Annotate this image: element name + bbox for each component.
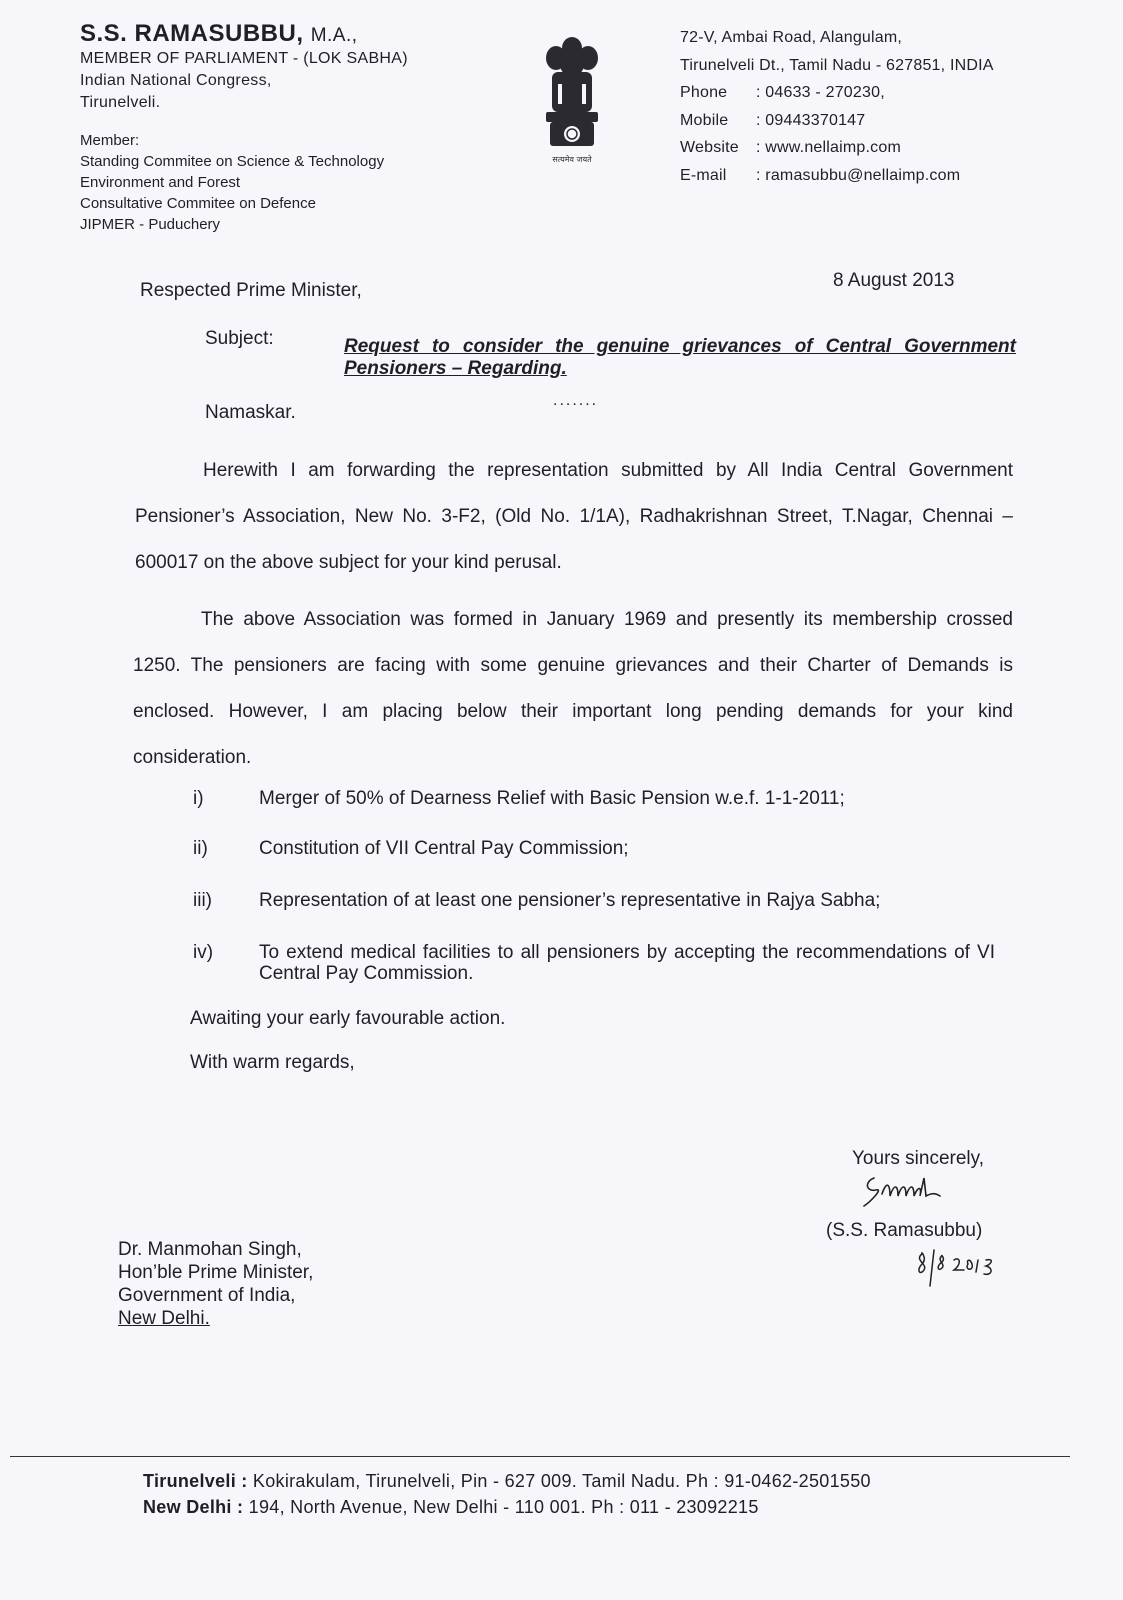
contact-value: : 09443370147 xyxy=(756,111,866,129)
address-line: Tirunelveli Dt., Tamil Nadu - 627851, INDIA xyxy=(680,56,994,74)
mp-degree: M.A., xyxy=(310,25,358,46)
footer-addresses xyxy=(143,1468,871,1520)
salutation: Respected Prime Minister, xyxy=(140,280,362,301)
contact-value: : www.nellaimp.com xyxy=(756,139,901,156)
demand-number: iv) xyxy=(193,942,214,963)
separator-dots: ....... xyxy=(553,392,599,409)
contact-label: E-mail xyxy=(680,166,727,184)
footer-line-new-delhi xyxy=(143,1494,871,1520)
committee-item: Environment and Forest xyxy=(80,174,241,191)
demand-text: To extend medical facilities to all pensioners by accepting the recommendations of VI Central Pay Commission. xyxy=(259,942,995,984)
letter-date: 8 August 2013 xyxy=(833,270,955,291)
greeting: Namaskar. xyxy=(205,402,296,423)
contact-phone xyxy=(680,79,1100,107)
state-emblem-icon xyxy=(532,28,612,168)
committee-item: Consultative Commitee on Defence xyxy=(80,195,316,212)
footer-line-tirunelveli xyxy=(143,1468,871,1494)
yours-sincerely: Yours sincerely, xyxy=(852,1148,985,1169)
address-line: 72-V, Ambai Road, Alangulam, xyxy=(680,29,903,46)
demand-text: Merger of 50% of Dearness Relief with Basic Pension w.e.f. 1-1-2011; xyxy=(259,788,845,809)
contact-website xyxy=(680,134,1100,162)
addressee-line: Dr. Manmohan Singh, xyxy=(118,1239,302,1260)
demand-text: Representation of at least one pensioner’s representative in Rajya Sabha; xyxy=(259,890,881,911)
mp-name xyxy=(80,20,500,48)
handwritten-date-icon xyxy=(914,1246,1014,1290)
letterhead-right xyxy=(680,24,1100,189)
body-paragraph: The above Association was formed in January 1969 and presently its membership crossed 1250. The pensioners are facing with some genuine grievances and their Charter of Demands is enclosed. However, I am placing below their important long pending demands for your kind consideration. xyxy=(133,609,1013,768)
contact-email xyxy=(680,162,1100,190)
mp-name-text: S.S. RAMASUBBU, xyxy=(80,20,304,47)
footer-divider xyxy=(10,1456,1070,1457)
demand-text: Constitution of VII Central Pay Commission; xyxy=(259,838,629,859)
member-heading: Member: xyxy=(80,132,140,149)
footer-label: New Delhi : xyxy=(143,1497,244,1517)
footer-label: Tirunelveli : xyxy=(143,1471,248,1491)
signatory-name: (S.S. Ramasubbu) xyxy=(826,1220,983,1241)
addressee-line: Government of India, xyxy=(118,1285,296,1306)
footer-text: 194, North Avenue, New Delhi - 110 001. Ph : 011 - 23092215 xyxy=(248,1497,759,1517)
footer-text: Kokirakulam, Tirunelveli, Pin - 627 009. Tamil Nadu. Ph : 91-0462-2501550 xyxy=(252,1471,871,1491)
contact-value: : 04633 - 270230, xyxy=(756,84,885,101)
demand-number: i) xyxy=(193,788,204,809)
contact-label: Mobile xyxy=(680,111,729,129)
addressee-line: New Delhi. xyxy=(118,1308,210,1329)
mp-role: MEMBER OF PARLIAMENT - (LOK SABHA) xyxy=(80,50,408,67)
demand-number: ii) xyxy=(193,838,208,859)
contact-mobile xyxy=(680,107,1100,135)
contact-label: Phone xyxy=(680,84,728,101)
addressee-line: Hon’ble Prime Minister, xyxy=(118,1262,314,1283)
closing-request: Awaiting your early favourable action. xyxy=(190,1008,506,1029)
signature-icon xyxy=(860,1172,970,1212)
committee-item: JIPMER - Puduchery xyxy=(80,216,221,233)
contact-label: Website xyxy=(680,139,739,156)
addressee-block xyxy=(118,1238,313,1330)
letterhead-left xyxy=(80,20,500,235)
contact-value: : ramasubbu@nellaimp.com xyxy=(756,166,961,184)
subject-label: Subject: xyxy=(205,328,274,349)
demand-number: iii) xyxy=(193,890,212,911)
mp-party: Indian National Congress, xyxy=(80,72,272,89)
body-paragraph: Herewith I am forwarding the representation submitted by All India Central Government Pensioner’s Association, New No. 3-F2, (Old No. 1/1A), Radhakrishnan Street, T.Nagar, Chennai – 600017 on the above subject for your kind perusal. xyxy=(135,460,1013,573)
mp-city: Tirunelveli. xyxy=(80,94,161,111)
regards: With warm regards, xyxy=(190,1052,355,1073)
subject-text: Request to consider the genuine grievances of Central Government Pensioners – Regarding. xyxy=(344,336,1016,379)
committee-item: Standing Commitee on Science & Technology xyxy=(80,153,385,170)
emblem-caption: सत्यमेव जयते xyxy=(552,155,592,164)
